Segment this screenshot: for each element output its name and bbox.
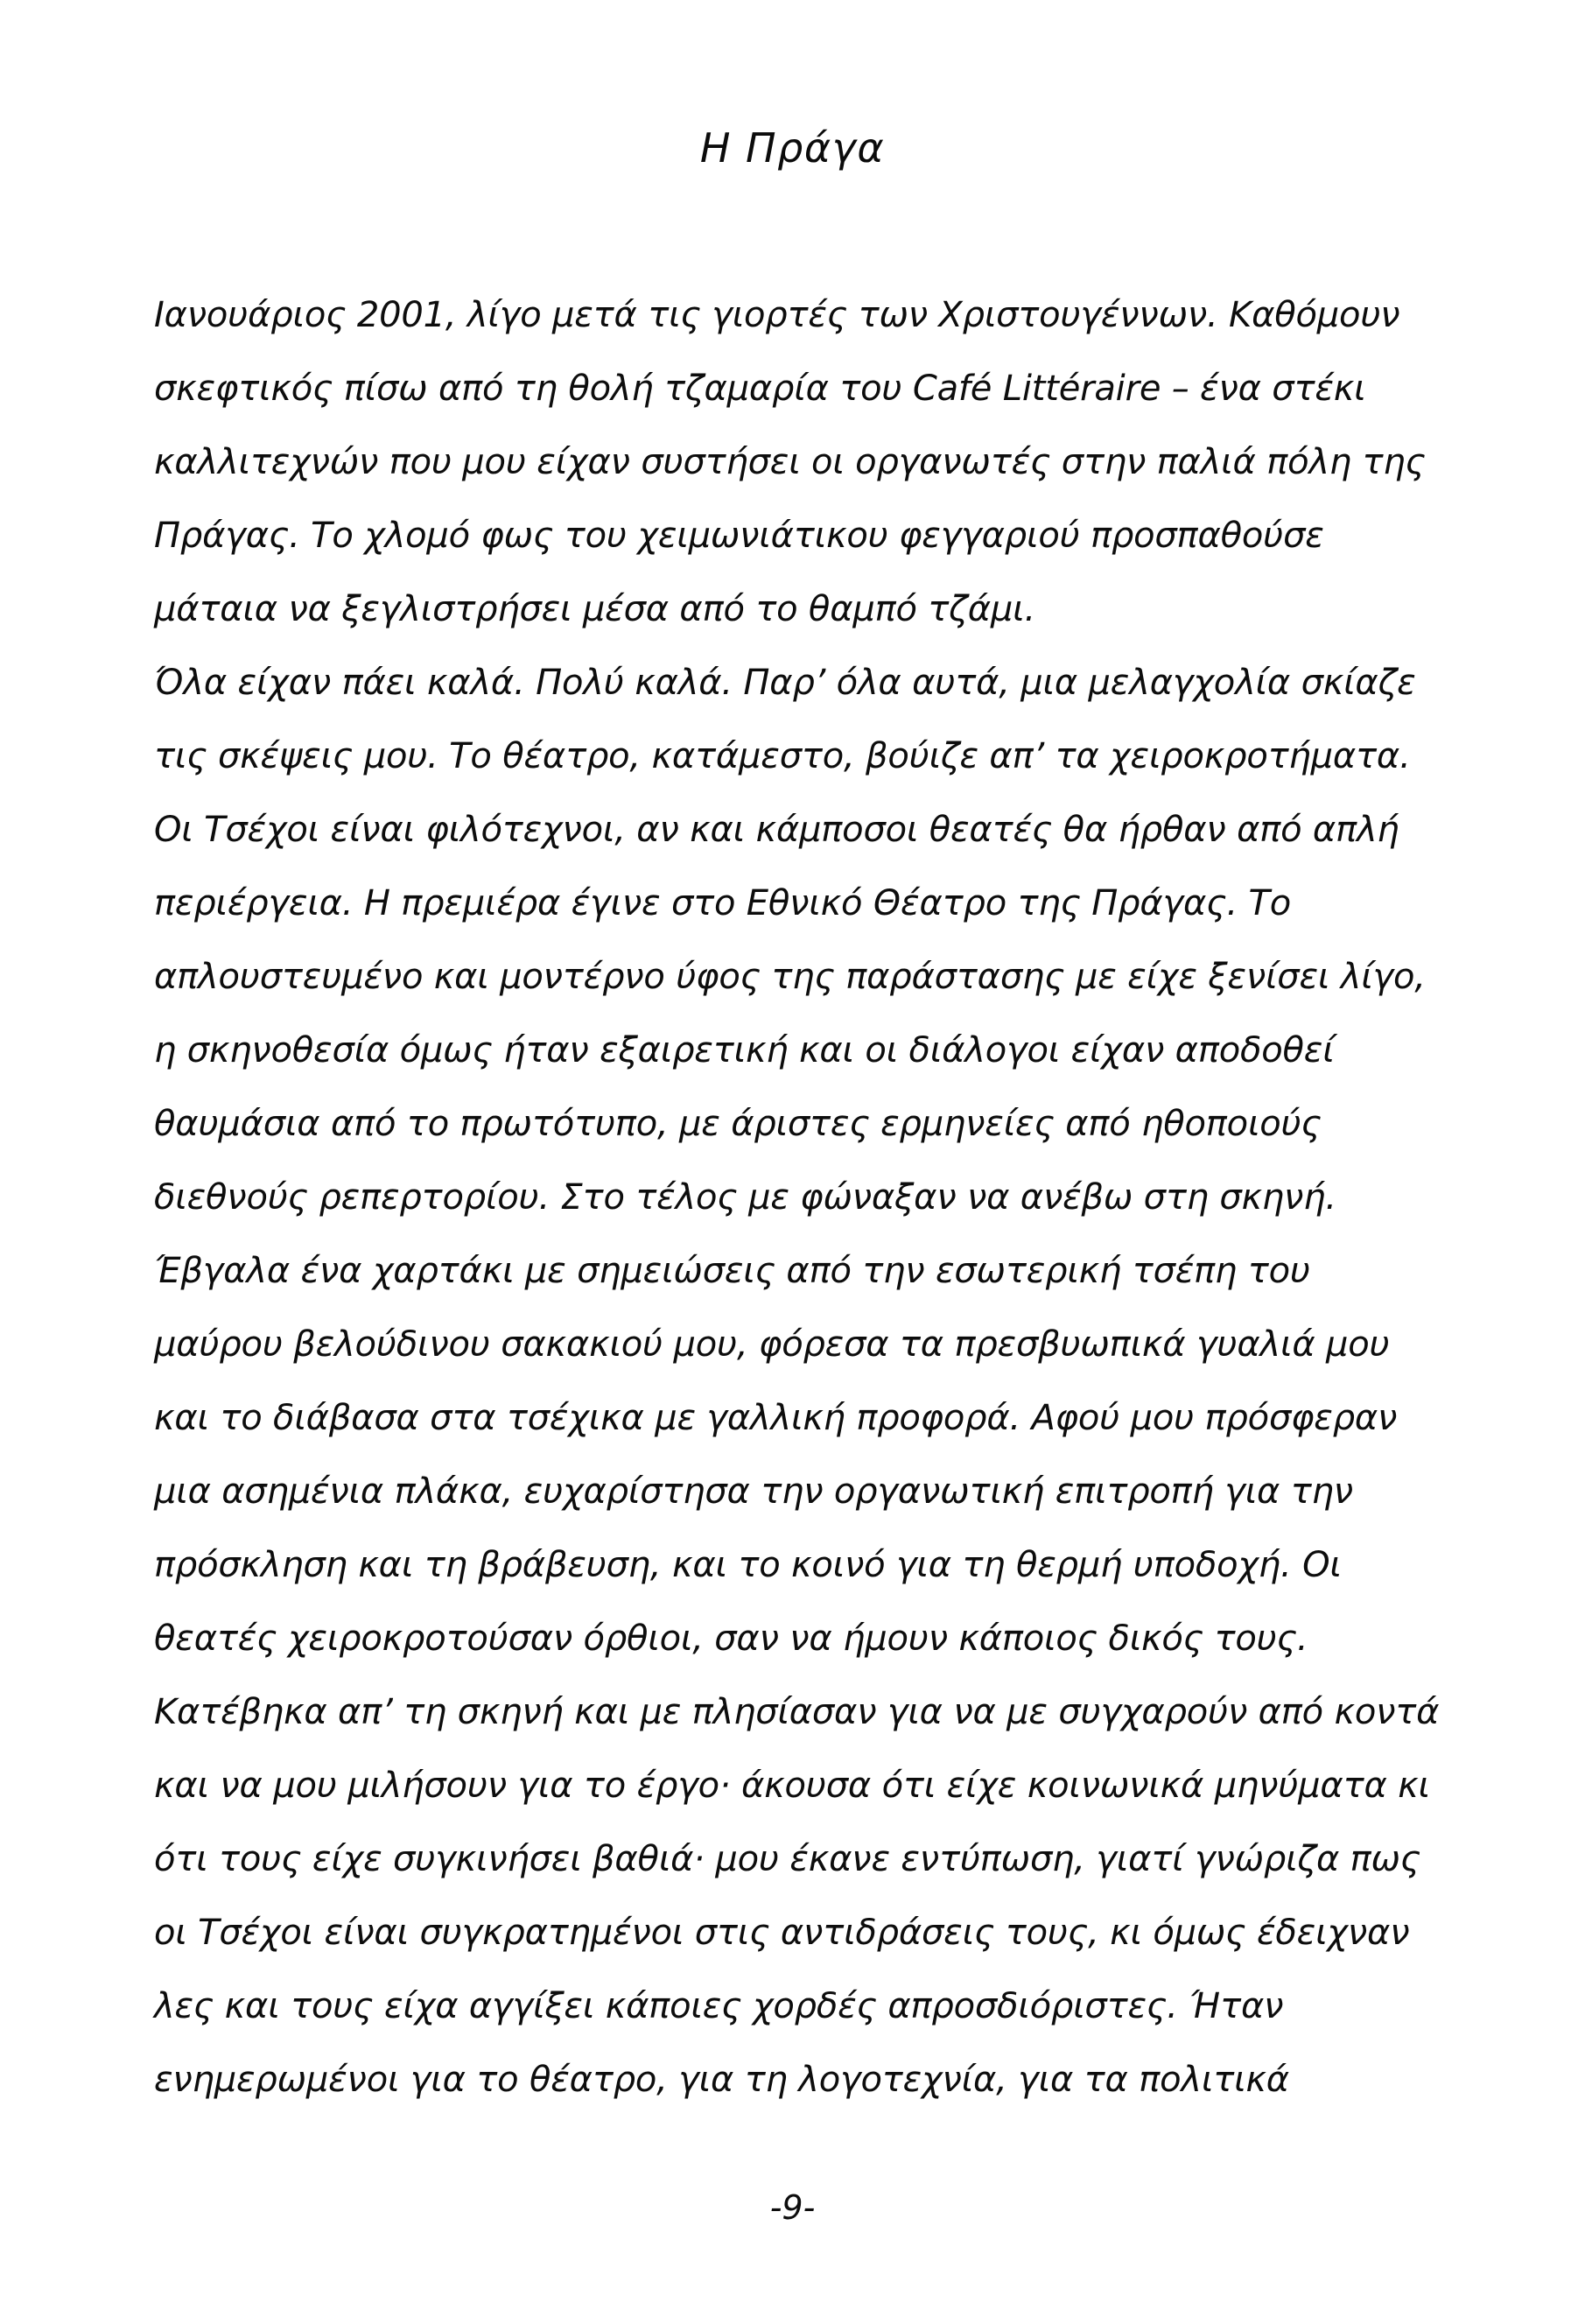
page-number: -9- (769, 2188, 816, 2227)
text-line: θεατές χειροκροτούσαν όρθιοι, σαν να ήμουν κάποιος δικός τους. (154, 1618, 1308, 1659)
text-line: καλλιτεχνών που μου είχαν συστήσει οι οργανωτές στην παλιά πόλη της (154, 442, 1426, 482)
text-line: Έβγαλα ένα χαρτάκι με σημειώσεις από την εσωτερική τσέπη του (154, 1251, 1310, 1291)
text-line: και να μου μιλήσουν για το έργο· άκουσα ότι είχε κοινωνικά μηνύματα κι (154, 1766, 1430, 1806)
text-line: μάταια να ξεγλιστρήσει μέσα από το θαμπό τζάμι. (154, 589, 1035, 629)
text-line: Όλα είχαν πάει καλά. Πολύ καλά. Παρ’ όλα αυτά, μια μελαγχολία σκίαζε (154, 663, 1416, 703)
text-line: διεθνούς ρεπερτορίου. Στο τέλος με φώναξαν να ανέβω στη σκηνή. (154, 1177, 1336, 1218)
text-line: σκεφτικός πίσω από τη θολή τζαμαρία του Café Littéraire – ένα στέκι (154, 369, 1366, 409)
body-text-block (154, 278, 1449, 2117)
text-line: λες και τους είχα αγγίξει κάποιες χορδές απροσδιόριστες. Ήταν (154, 1986, 1284, 2026)
text-line: Οι Τσέχοι είναι φιλότεχνοι, αν και κάμποσοι θεατές θα ήρθαν από απλή (154, 810, 1399, 850)
text-line: μαύρου βελούδινου σακακιού μου, φόρεσα τα πρεσβυωπικά γυαλιά μου (154, 1324, 1390, 1365)
text-line: Πράγας. Το χλομό φως του χειμωνιάτικου φεγγαριού προσπαθούσε (154, 516, 1324, 556)
text-line: πρόσκληση και τη βράβευση, και το κοινό για τη θερμή υποδοχή. Οι (154, 1545, 1342, 1585)
text-line: η σκηνοθεσία όμως ήταν εξαιρετική και οι διάλογοι είχαν αποδοθεί (154, 1030, 1335, 1071)
text-line: θαυμάσια από το πρωτότυπο, με άριστες ερμηνείες από ηθοποιούς (154, 1104, 1322, 1144)
text-line: οι Τσέχοι είναι συγκρατημένοι στις αντιδράσεις τους, κι όμως έδειχναν (154, 1913, 1410, 1953)
text-line: ενημερωμένοι για το θέατρο, για τη λογοτεχνία, για τα πολιτικά (154, 2060, 1289, 2100)
text-line: Κατέβηκα απ’ τη σκηνή και με πλησίασαν για να με συγχαρούν από κοντά (154, 1692, 1440, 1732)
text-line: περιέργεια. Η πρεμιέρα έγινε στο Εθνικό Θέατρο της Πράγας. Το (154, 883, 1291, 923)
text-line: ότι τους είχε συγκινήσει βαθιά· μου έκανε εντύπωση, γιατί γνώριζα πως (154, 1839, 1421, 1879)
text-line: τις σκέψεις μου. Το θέατρο, κατάμεστο, βούιζε απ’ τα χειροκροτήματα. (154, 736, 1411, 776)
text-line: και το διάβασα στα τσέχικα με γαλλική προφορά. Αφού μου πρόσφεραν (154, 1398, 1398, 1438)
page-title: Η Πράγα (699, 124, 886, 172)
text-line: μια ασημένια πλάκα, ευχαρίστησα την οργανωτική επιτροπή για την (154, 1471, 1353, 1512)
text-line: απλουστευμένο και μοντέρνο ύφος της παράστασης με είχε ξενίσει λίγο, (154, 957, 1426, 997)
text-line: Ιανουάριος 2001, λίγο μετά τις γιορτές των Χριστουγέννων. Καθόμουν (154, 295, 1400, 335)
